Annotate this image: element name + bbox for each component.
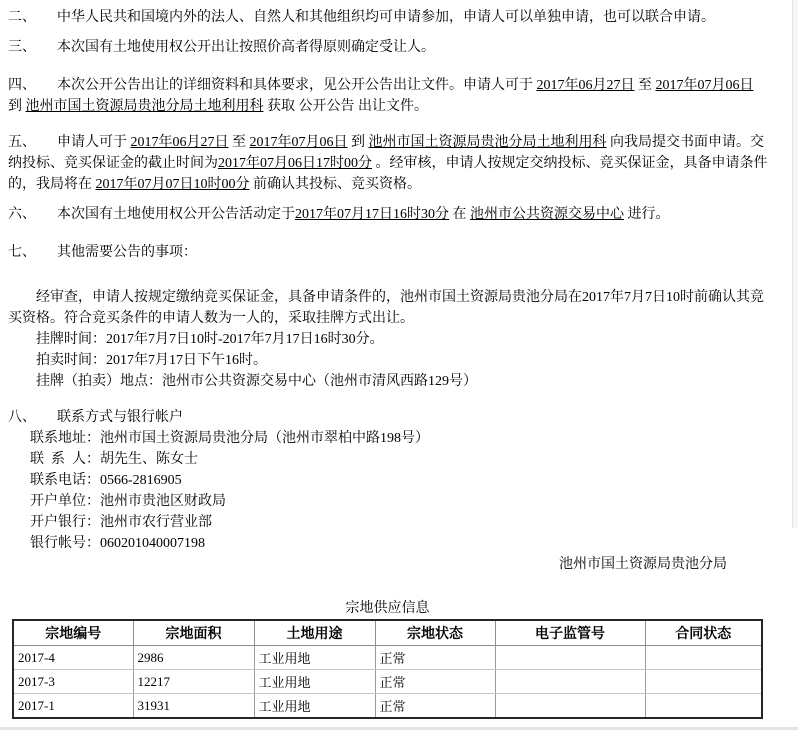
text-run: 向我局提交书面申请。交纳投标、竞买保证金的截止时间为 <box>8 135 764 171</box>
table-cell: 正常 <box>375 694 495 719</box>
table-cell <box>495 670 645 694</box>
text-run: 挂牌时间：2017年7月7日10时-2017年7月17日16时30分。 <box>36 332 384 347</box>
table-cell: 正常 <box>375 670 495 694</box>
text-run: 前确认其投标、竞买资格。 <box>249 177 421 192</box>
paragraph <box>30 512 770 533</box>
land-supply-table <box>12 619 763 719</box>
paragraph <box>36 329 770 350</box>
paragraph <box>8 242 770 263</box>
underlined-text: 2017年07月17日16时30分 <box>295 207 449 222</box>
underlined-text: 2017年06月27日 <box>536 78 635 93</box>
table-cell: 正常 <box>375 646 495 670</box>
text-run: 拍卖时间：2017年7月17日下午16时。 <box>36 353 267 368</box>
table-header-cell: 宗地编号 <box>13 620 133 646</box>
table-body <box>13 646 762 719</box>
text-run: 开户单位：池州市贵池区财政局 <box>30 494 226 509</box>
text-run: 联 系 人：胡先生、陈女士 <box>30 452 198 467</box>
paragraph <box>30 533 770 554</box>
underlined-text: 池州市国土资源局贵池分局土地利用科 <box>25 99 264 114</box>
paragraph <box>8 7 770 28</box>
table-header-cell: 土地用途 <box>254 620 375 646</box>
text-run: 二、 中华人民共和国境内外的法人、自然人和其他组织均可申请参加，申请人可以单独申请，也可以联合申请。 <box>8 10 715 25</box>
paragraph <box>30 428 770 449</box>
table-cell: 31931 <box>133 694 254 719</box>
text-run: 三、 本次国有土地使用权公开出让按照价高者得原则确定受让人。 <box>8 40 435 55</box>
underlined-text: 2017年07月07日10时00分 <box>95 177 250 192</box>
text-run: 联系地址：池州市国土资源局贵池分局（池州市翠柏中路198号） <box>30 431 429 446</box>
table-header-cell: 宗地面积 <box>133 620 254 646</box>
table-row <box>13 670 762 694</box>
text-run: 八、 联系方式与银行帐户 <box>8 410 183 425</box>
text-run: 至 <box>228 135 250 150</box>
paragraph <box>8 37 770 58</box>
text-run: 获取 公开公告 出让文件。 <box>263 99 428 114</box>
table-cell <box>495 646 645 670</box>
table-header-cell: 宗地状态 <box>375 620 495 646</box>
table-cell: 工业用地 <box>254 670 375 694</box>
table-cell: 工业用地 <box>254 694 375 719</box>
text-run: 。经审核，申请人按规定交纳投标、竞买保证金，具备申请条件的，我局将在 <box>8 156 768 192</box>
underlined-text: 2017年07月06日 <box>249 135 348 150</box>
table-cell: 2017-4 <box>13 646 133 670</box>
text-run: 进行。 <box>624 207 670 222</box>
underlined-text: 2017年07月06日 <box>655 78 754 93</box>
table-header-cell: 合同状态 <box>645 620 762 646</box>
text-run: 经审查，申请人按规定缴纳竞买保证金，具备申请条件的，池州市国土资源局贵池分局在2017年7月7日10时前确认其竞买资格。符合竞买条件的申请人数为一人的，采取挂牌方式出让。 <box>8 290 764 326</box>
paragraph <box>30 491 770 512</box>
text-run: 至 <box>634 78 656 93</box>
table-cell: 2017-1 <box>13 694 133 719</box>
text-run: 银行帐号：060201040007198 <box>30 536 205 551</box>
underlined-text: 池州市公共资源交易中心 <box>470 207 624 222</box>
text-run: 开户银行：池州市农行营业部 <box>30 515 212 530</box>
table-cell: 12217 <box>133 670 254 694</box>
table-cell <box>645 670 762 694</box>
paragraph <box>8 287 770 329</box>
table-row <box>13 694 762 719</box>
paragraph <box>30 449 770 470</box>
text-run: 联系电话：0566-2816905 <box>30 473 182 488</box>
table-cell <box>645 646 762 670</box>
table-cell <box>495 694 645 719</box>
paragraph <box>8 204 770 225</box>
underlined-text: 池州市国土资源局贵池分局土地利用科 <box>368 135 607 150</box>
table-cell: 2017-3 <box>13 670 133 694</box>
text-run: 六、 本次国有土地使用权公开公告活动定于 <box>8 207 295 222</box>
paragraph <box>8 75 770 117</box>
table-cell <box>645 694 762 719</box>
paragraph <box>8 407 770 428</box>
signature: 池州市国土资源局贵池分局 <box>559 557 727 572</box>
paragraph <box>36 350 770 371</box>
table-cell: 2986 <box>133 646 254 670</box>
text-run: 到 <box>347 135 369 150</box>
paragraph <box>8 132 770 195</box>
text-run: 到 <box>8 78 757 114</box>
text-run: 挂牌（拍卖）地点：池州市公共资源交易中心（池州市清风西路129号） <box>36 374 477 389</box>
table-header-row <box>13 620 762 646</box>
text-run: 五、 申请人可于 <box>8 135 131 150</box>
underlined-text: 2017年07月06日17时00分 <box>218 156 372 171</box>
text-run: 七、 其他需要公告的事项： <box>8 245 197 260</box>
table-header-cell: 电子监管号 <box>495 620 645 646</box>
table-cell: 工业用地 <box>254 646 375 670</box>
paragraph <box>30 470 770 491</box>
page-right-edge <box>792 0 798 528</box>
text-run: 在 <box>449 207 470 222</box>
paragraph <box>36 371 770 392</box>
table-row <box>13 646 762 670</box>
text-run: 四、 本次公开公告出让的详细资料和具体要求，见公开公告出让文件。申请人可于 <box>8 78 537 93</box>
announcement-body <box>8 7 770 554</box>
underlined-text: 2017年06月27日 <box>130 135 229 150</box>
table-title: 宗地供应信息 <box>345 601 430 616</box>
